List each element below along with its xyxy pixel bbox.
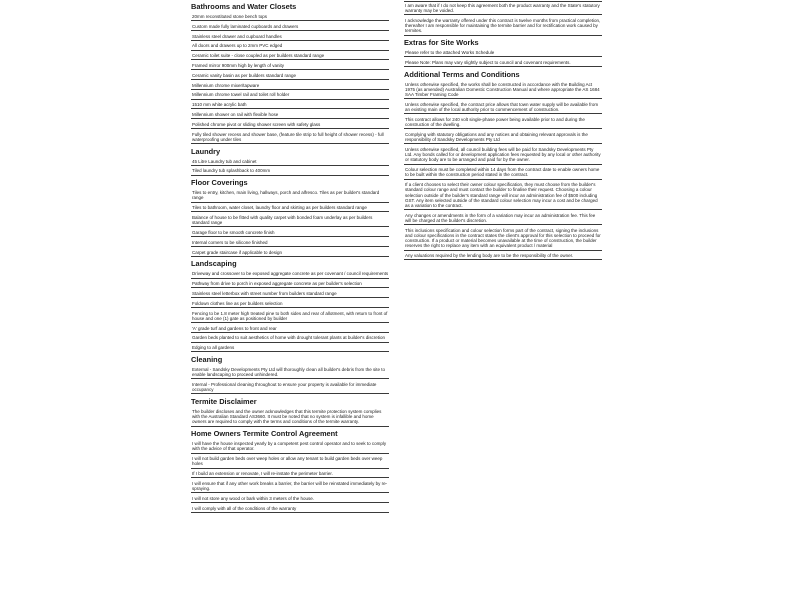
section-heading: Cleaning [191, 354, 223, 364]
list-item: Ceramic vanity basin as per builders standard range [191, 72, 389, 80]
section-laundry [191, 146, 389, 176]
list-item: Please Note: Plans may vary slightly subject to council and covenant requirements. [404, 59, 602, 67]
section-heading: Bathrooms and Water Closets [191, 2, 297, 11]
list-item: I am aware that if I do not keep this agreement both the product warranty and the State's statutory warranty may be voided. [404, 2, 602, 15]
list-item: Unless otherwise specified, all council building fees will be paid for Sandsky Developments Pty Ltd. Any bonds called for or development application fees requested by any local or other authority or statutory body are to be arranged and paid for by the owner. [404, 146, 602, 165]
list-item: 45 Litre Laundry tub and cabinet [191, 158, 389, 166]
section-landscaping [191, 258, 389, 352]
list-item: Millennium chrome towel rail and toilet roll holder [191, 91, 389, 99]
section-home-owners-termite-control-agreement [191, 428, 389, 513]
section-extras-for-site-works [404, 37, 602, 67]
right-sections [404, 37, 602, 260]
list-item: Foldown clothes line as per builders selection [191, 300, 389, 308]
list-item: Stainless steel letterbox with street number from builders standard range [191, 290, 389, 298]
list-item: I acknowledge the warranty offered under this contract is twelve months from practical completion, thereafter I am responsible for maintaining the termite barrier and for rectification work caused by termites. [404, 17, 602, 36]
list-item: Please refer to the attached Works Schedule [404, 49, 602, 57]
list-item: Tiles to entry, kitchen, main living, hallways, porch and alfresco. Tiles as per builder's standard range [191, 189, 389, 202]
section-additional-terms-and-conditions [404, 69, 602, 261]
list-item: Unless otherwise specified, the contract price allows that town water supply will be available from an existing main of the local authority prior to commencement of construction. [404, 101, 602, 114]
section-heading: Extras for Site Works [404, 38, 479, 48]
list-item: Custom made fully laminated cupboards and drawers [191, 23, 389, 31]
list-item: Internal corners to be silicone finished [191, 239, 389, 247]
section-heading: Termite Disclaimer [191, 396, 257, 406]
list-item: If I build an extension or renovate, I will re-instate the perimeter barrier. [191, 470, 389, 478]
list-item: I will ensure that if any other work breaks a barrier, the barrier will be reinstated immediately by re-spraying. [191, 480, 389, 493]
list-item: Polished chrome pivot or sliding shower screen with safety glass [191, 121, 389, 129]
section-heading: Home Owners Termite Control Agreement [191, 429, 338, 439]
list-item: Unless otherwise specified, the works shall be constructed in accordance with the Building Act 1975 (as amended) Australian Domestic Construction Manual and where appropriate the AS 1684 SAA Timber Framing Code [404, 81, 602, 100]
list-item: External - Sandsky Developments Pty Ltd will thoroughly clean all builder's debris from the site to enable landscaping to proceed unhindered. [191, 366, 389, 379]
list-item: If a client chooses to select their owner colour specification, they must choose from the builder's standard colour range and must contact the builder to finalise their request. Choosing a colour selection outside of the builder's standard range will incur an administration fee of $500 including GST. Any item selected outside of the standard colour selection may incur a cost and be charged as a variation to the contract. [404, 181, 602, 210]
list-item: All doors and drawers up to 2mm PVC edged [191, 42, 389, 50]
list-item: Framed mirror 900mm high by length of vanity [191, 62, 389, 70]
list-item: Fencing to be 1.8 meter high treated pine to both sides and rear of allotment, with return to front of house and one (1) gate as positioned by builder [191, 310, 389, 323]
section-heading: Additional Terms and Conditions [404, 69, 520, 79]
list-item: Ceramic toilet suite - close coupled as per builders standard range [191, 52, 389, 60]
list-item: 20mm reconstituted stone bench tops [191, 13, 389, 21]
section-heading: Laundry [191, 146, 221, 156]
list-item: 'A' grade turf and gardens to front and rear [191, 325, 389, 333]
list-item: Driveway and crossover to be exposed aggregate concrete as per covenant / council requirements [191, 270, 389, 278]
section-termite-disclaimer [191, 396, 389, 427]
list-item: 1510 mm white acrylic bath [191, 101, 389, 109]
list-item: This contract allows for 240 volt single-phase power being available prior to and during the construction of the dwelling. [404, 116, 602, 129]
list-item: Internal - Professional cleaning throughout to ensure your property is available for immediate occupancy [191, 381, 389, 394]
right-top-items [404, 1, 602, 36]
list-item: Colour selection must be completed within 14 days from the contract date to enable owners home to be built within the construction period stated in the contract. [404, 166, 602, 179]
list-item: I will have the house inspected yearly by a competent pest control operator and to seek to comply with the advice of that operator. [191, 440, 389, 453]
list-item: This inclusions specification and colour selection forms part of the contract, signing the inclusions and colour specifications in the contract states the client's approval for this selection to proceed for construction. If a product or material becomes unavailable at the time of construction, the builder reserves the right to replace any item with an equivalent product / material [404, 227, 602, 251]
section-heading: Landscaping [191, 259, 237, 269]
left-column [191, 0, 389, 515]
list-item: I will not build garden beds over weep holes or allow any tenant to build garden beds over weep holes [191, 455, 389, 468]
list-item: The builder discloses and the owner acknowledges that this termite protection system complies with the Australian Standard AS3660. It must be noted that no system is infallible and home owners are required to comply with the terms and conditions of the termite warranty. [191, 408, 389, 427]
list-item: Garden beds planted to suit aesthetics of home with drought tolerant plants at builder's discretion [191, 334, 389, 342]
list-item: Carpet grade staircase if applicable to design [191, 249, 389, 257]
list-item: Millennium shower on rail with flexible hose [191, 111, 389, 119]
list-item: Any valuations required by the lending body are to be the responsibility of the owner. [404, 252, 602, 260]
section-cleaning [191, 354, 389, 394]
list-item: Any changes or amendments in the form of a variation may incur an administration fee. This fee will be charged at the builder's discretion. [404, 212, 602, 225]
section-floor-coverings [191, 177, 389, 257]
list-item: Stainless steel drawer and cupboard handles [191, 33, 389, 41]
list-item: Millennium chrome mixer/tapware [191, 82, 389, 90]
list-item: Edging to all gardens [191, 344, 389, 352]
list-item: Pathway from drive to porch in exposed aggregate concrete as per builder's selection [191, 280, 389, 288]
section-bathrooms-and-water-closets [191, 1, 389, 144]
section-heading: Floor Coverings [191, 178, 248, 188]
list-item: I will not store any wood or bark within 3 meters of the house. [191, 495, 389, 503]
list-item: Tiled laundry tub splashback to 400mm [191, 167, 389, 175]
right-column [404, 0, 602, 262]
list-item: Tiles to bathroom, water closet, laundry floor and skirting as per builders standard range [191, 204, 389, 212]
list-item: I will comply with all of the conditions of the warranty [191, 505, 389, 513]
list-item: Fully tiled shower recess and shower base, (feature tile strip to full height of shower recess) - full waterproofing under tiles [191, 131, 389, 144]
list-item: Balance of house to be fitted with quality carpet with bonded foam underlay as per builders standard range [191, 214, 389, 227]
list-item: Complying with statutory obligations and any notices and obtaining relevant approvals is the responsibility of Sandsky Developments Pty Ltd [404, 131, 602, 144]
list-item: Garage floor to be smooth concrete finish [191, 229, 389, 237]
